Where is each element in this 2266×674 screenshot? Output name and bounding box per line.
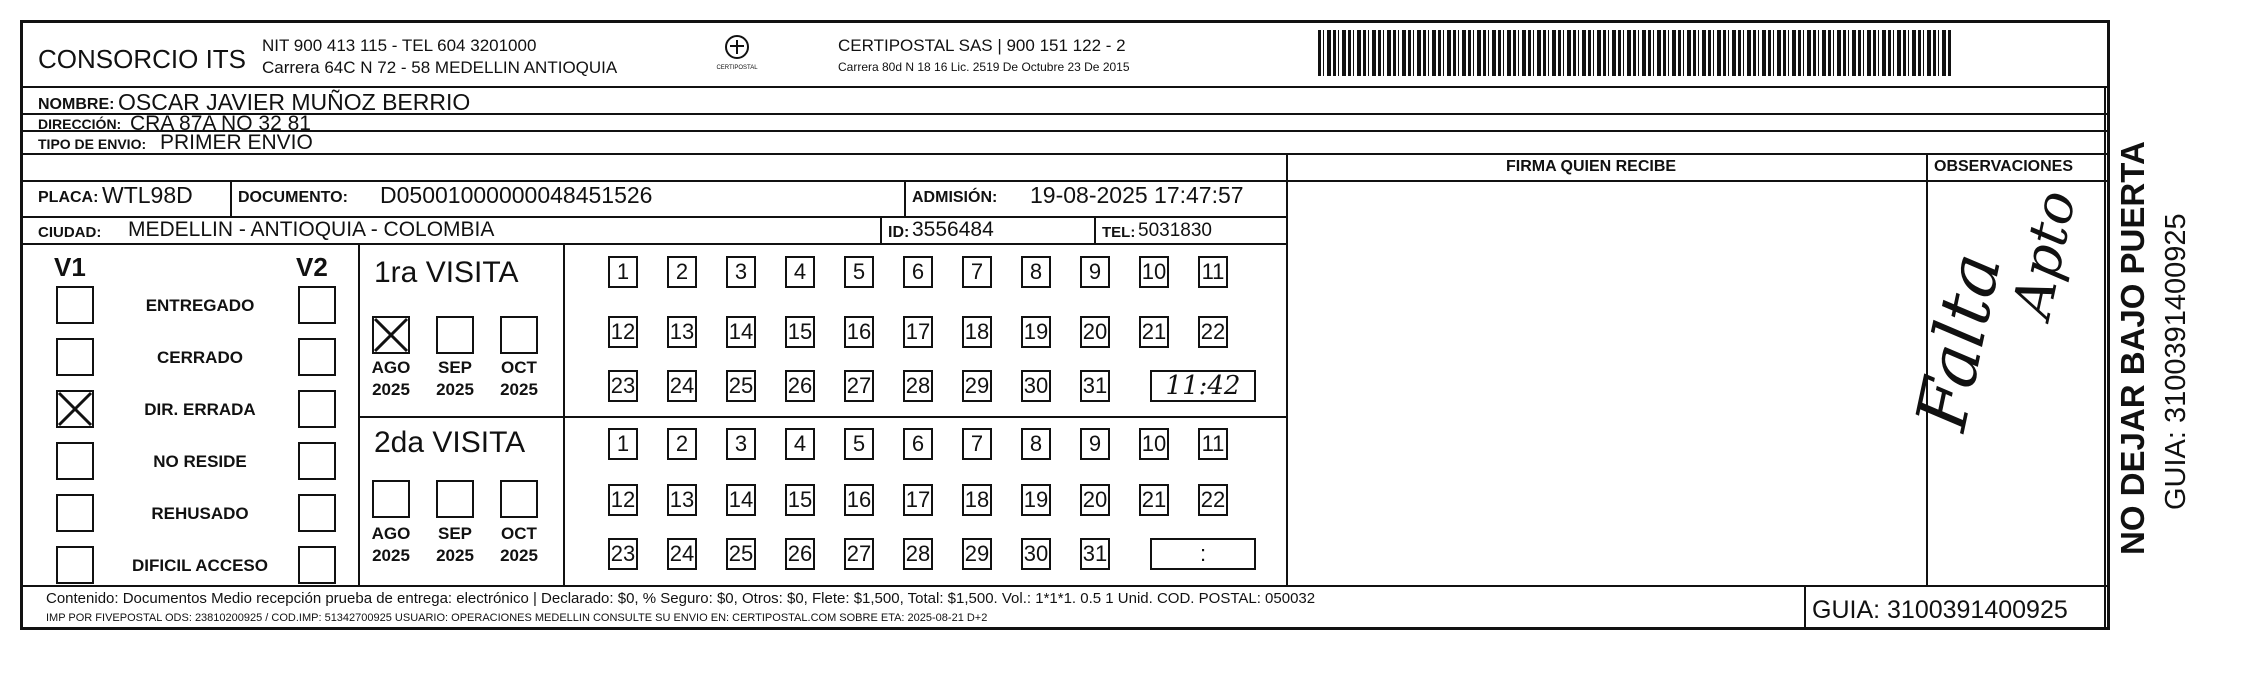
v1-checkbox-2[interactable] xyxy=(56,390,94,428)
reason-label: CERRADO xyxy=(157,348,243,367)
side-guia: GUIA: 3100391400925 xyxy=(2160,213,2192,510)
v1-checkbox-5[interactable] xyxy=(56,546,94,584)
second-day-box[interactable]: 1 xyxy=(608,428,638,460)
certipostal-logo: CERTIPOSTAL xyxy=(712,34,762,78)
v2-checkbox-5[interactable] xyxy=(298,546,336,584)
side-warning: NO DEJAR BAJO PUERTA xyxy=(2114,141,2151,555)
v2-checkbox-2[interactable] xyxy=(298,390,336,428)
second-day-box[interactable]: 17 xyxy=(903,484,933,516)
footer-line-1: Contenido: Documentos Medio recepción prueba de entrega: electrónico | Declarado: $0, % Seguro: $0, Otros: $0, Flete: $1,500, Total: $1,500. Vol.: 1*1*1. 0.5 1 Unid. COD. POSTAL: 050032 xyxy=(46,590,1316,607)
firma-label: FIRMA QUIEN RECIBE xyxy=(1506,158,1677,175)
second-day-box[interactable]: 18 xyxy=(962,484,992,516)
second-day-box[interactable]: 30 xyxy=(1021,538,1051,570)
second-day-box[interactable]: 23 xyxy=(608,538,638,570)
second-month-box-0[interactable] xyxy=(372,480,410,518)
first-day-box[interactable]: 10 xyxy=(1139,256,1169,288)
id-label: ID: xyxy=(888,224,910,241)
admision-label: ADMISIÓN: xyxy=(912,189,998,206)
first-day-box[interactable]: 24 xyxy=(667,370,697,402)
documento-value: D05001000000048451526 xyxy=(380,182,653,208)
first-day-box[interactable]: 9 xyxy=(1080,256,1110,288)
first-day-box[interactable]: 5 xyxy=(844,256,874,288)
first-month-box-0[interactable] xyxy=(372,316,410,354)
v2-checkbox-3[interactable] xyxy=(298,442,336,480)
v2-checkbox-4[interactable] xyxy=(298,494,336,532)
first-day-box[interactable]: 22 xyxy=(1198,316,1228,348)
second-day-box[interactable]: 24 xyxy=(667,538,697,570)
year-label: 2025 xyxy=(500,380,538,399)
ciudad-label: CIUDAD: xyxy=(38,224,102,241)
first-day-box[interactable]: 13 xyxy=(667,316,697,348)
month-label: OCT xyxy=(501,524,537,543)
nombre-label: NOMBRE: xyxy=(38,96,115,113)
v1-checkbox-0[interactable] xyxy=(56,286,94,324)
second-day-box[interactable]: 19 xyxy=(1021,484,1051,516)
v2-checkbox-1[interactable] xyxy=(298,338,336,376)
first-month-box-2[interactable] xyxy=(500,316,538,354)
second-day-box[interactable]: 31 xyxy=(1080,538,1110,570)
direccion-value: CRA 87A NO 32 81 xyxy=(130,112,311,135)
first-month-box-1[interactable] xyxy=(436,316,474,354)
first-visit-label: 1ra VISITA xyxy=(374,256,519,289)
second-day-box[interactable]: 12 xyxy=(608,484,638,516)
second-day-box[interactable]: 14 xyxy=(726,484,756,516)
second-day-box[interactable]: 11 xyxy=(1198,428,1228,460)
first-day-box[interactable]: 30 xyxy=(1021,370,1051,402)
carrier-line-2: Carrera 80d N 18 16 Lic. 2519 De Octubre 23 De 2015 xyxy=(838,60,1130,74)
first-day-box[interactable]: 28 xyxy=(903,370,933,402)
first-day-box[interactable]: 20 xyxy=(1080,316,1110,348)
footer-line-2: IMP POR FIVEPOSTAL ODS: 23810200925 / COD.IMP: 51342700925 USUARIO: OPERACIONES MEDELLIN CONSULTE SU ENVIO EN: CERTIPOSTAL.COM SOBRE ETA: 2025-08-21 D+2 xyxy=(46,612,988,624)
tel-label: TEL: xyxy=(1102,224,1136,241)
month-label: AGO xyxy=(371,524,411,543)
company-name: CONSORCIO ITS xyxy=(38,44,247,74)
first-day-box[interactable]: 31 xyxy=(1080,370,1110,402)
year-label: 2025 xyxy=(372,380,410,399)
month-label: SEP xyxy=(437,358,473,377)
year-label: 2025 xyxy=(372,546,410,565)
tipo-value: PRIMER ENVIO xyxy=(160,131,313,154)
second-day-box[interactable]: 15 xyxy=(785,484,815,516)
reason-label: ENTREGADO xyxy=(145,296,255,315)
second-day-box[interactable]: 26 xyxy=(785,538,815,570)
second-day-box[interactable]: 5 xyxy=(844,428,874,460)
reason-label: REHUSADO xyxy=(151,504,249,523)
second-day-box[interactable]: 7 xyxy=(962,428,992,460)
second-day-box[interactable]: 3 xyxy=(726,428,756,460)
month-label: AGO xyxy=(371,358,411,377)
second-day-box[interactable]: 13 xyxy=(667,484,697,516)
first-day-box[interactable]: 11 xyxy=(1198,256,1228,288)
second-day-box[interactable]: 10 xyxy=(1139,428,1169,460)
second-day-box[interactable]: 9 xyxy=(1080,428,1110,460)
first-day-box[interactable]: 4 xyxy=(785,256,815,288)
tipo-label: TIPO DE ENVIO: xyxy=(38,136,147,152)
second-day-box[interactable]: 2 xyxy=(667,428,697,460)
second-day-box[interactable]: 25 xyxy=(726,538,756,570)
v2-checkbox-0[interactable] xyxy=(298,286,336,324)
second-month-box-2[interactable] xyxy=(500,480,538,518)
year-label: 2025 xyxy=(436,380,474,399)
year-label: 2025 xyxy=(500,546,538,565)
observation-handwriting-1: Falta xyxy=(1900,246,2018,438)
first-day-box[interactable]: 14 xyxy=(726,316,756,348)
second-visit-label: 2da VISITA xyxy=(374,426,526,459)
tel-value: 5031830 xyxy=(1138,220,1212,241)
second-day-box[interactable]: 6 xyxy=(903,428,933,460)
first-day-box[interactable]: 18 xyxy=(962,316,992,348)
first-day-box[interactable]: 3 xyxy=(726,256,756,288)
second-time-box[interactable]: : xyxy=(1150,538,1256,570)
second-day-box[interactable]: 27 xyxy=(844,538,874,570)
month-label: SEP xyxy=(437,524,473,543)
second-day-box[interactable]: 21 xyxy=(1139,484,1169,516)
first-day-box[interactable]: 26 xyxy=(785,370,815,402)
company-line-2: Carrera 64C N 72 - 58 MEDELLIN ANTIOQUIA xyxy=(262,58,618,77)
v1-checkbox-3[interactable] xyxy=(56,442,94,480)
first-day-box[interactable]: 8 xyxy=(1021,256,1051,288)
observation-handwriting-2: Apto xyxy=(2000,185,2089,324)
first-time-box[interactable]: 11:42 xyxy=(1150,370,1256,402)
carrier-line-1: CERTIPOSTAL SAS | 900 151 122 - 2 xyxy=(838,36,1126,55)
v1-label: V1 xyxy=(54,252,86,282)
second-day-box[interactable]: 22 xyxy=(1198,484,1228,516)
first-day-box[interactable]: 21 xyxy=(1139,316,1169,348)
second-day-box[interactable]: 8 xyxy=(1021,428,1051,460)
first-day-box[interactable]: 12 xyxy=(608,316,638,348)
id-value: 3556484 xyxy=(912,218,994,241)
reason-label: NO RESIDE xyxy=(153,452,247,471)
v1-checkbox-1[interactable] xyxy=(56,338,94,376)
nombre-value: OSCAR JAVIER MUÑOZ BERRIO xyxy=(118,89,471,115)
year-label: 2025 xyxy=(436,546,474,565)
reason-label: DIR. ERRADA xyxy=(144,400,256,419)
second-day-box[interactable]: 29 xyxy=(962,538,992,570)
second-month-box-1[interactable] xyxy=(436,480,474,518)
first-day-box[interactable]: 15 xyxy=(785,316,815,348)
company-line-1: NIT 900 413 115 - TEL 604 3201000 xyxy=(262,36,537,55)
second-day-box[interactable]: 20 xyxy=(1080,484,1110,516)
ciudad-value: MEDELLIN - ANTIOQUIA - COLOMBIA xyxy=(128,218,495,241)
first-day-box[interactable]: 2 xyxy=(667,256,697,288)
observaciones-label: OBSERVACIONES xyxy=(1934,158,2073,175)
first-day-box[interactable]: 6 xyxy=(903,256,933,288)
second-day-box[interactable]: 16 xyxy=(844,484,874,516)
footer-guia: GUIA: 3100391400925 xyxy=(1812,596,2068,624)
direccion-label: DIRECCIÓN: xyxy=(38,116,122,132)
reason-label: DIFICIL ACCESO xyxy=(131,556,268,575)
first-day-box[interactable]: 23 xyxy=(608,370,638,402)
first-day-box[interactable]: 16 xyxy=(844,316,874,348)
placa-value: WTL98D xyxy=(102,182,193,208)
v2-label: V2 xyxy=(296,252,328,282)
first-day-box[interactable]: 27 xyxy=(844,370,874,402)
placa-label: PLACA: xyxy=(38,189,99,206)
second-day-box[interactable]: 28 xyxy=(903,538,933,570)
second-day-box[interactable]: 4 xyxy=(785,428,815,460)
documento-label: DOCUMENTO: xyxy=(238,189,348,206)
first-day-box[interactable]: 7 xyxy=(962,256,992,288)
month-label: OCT xyxy=(501,358,537,377)
admision-value: 19-08-2025 17:47:57 xyxy=(1030,182,1244,208)
first-day-box[interactable]: 25 xyxy=(726,370,756,402)
first-day-box[interactable]: 17 xyxy=(903,316,933,348)
v1-checkbox-4[interactable] xyxy=(56,494,94,532)
first-day-box[interactable]: 29 xyxy=(962,370,992,402)
first-day-box[interactable]: 1 xyxy=(608,256,638,288)
first-day-box[interactable]: 19 xyxy=(1021,316,1051,348)
